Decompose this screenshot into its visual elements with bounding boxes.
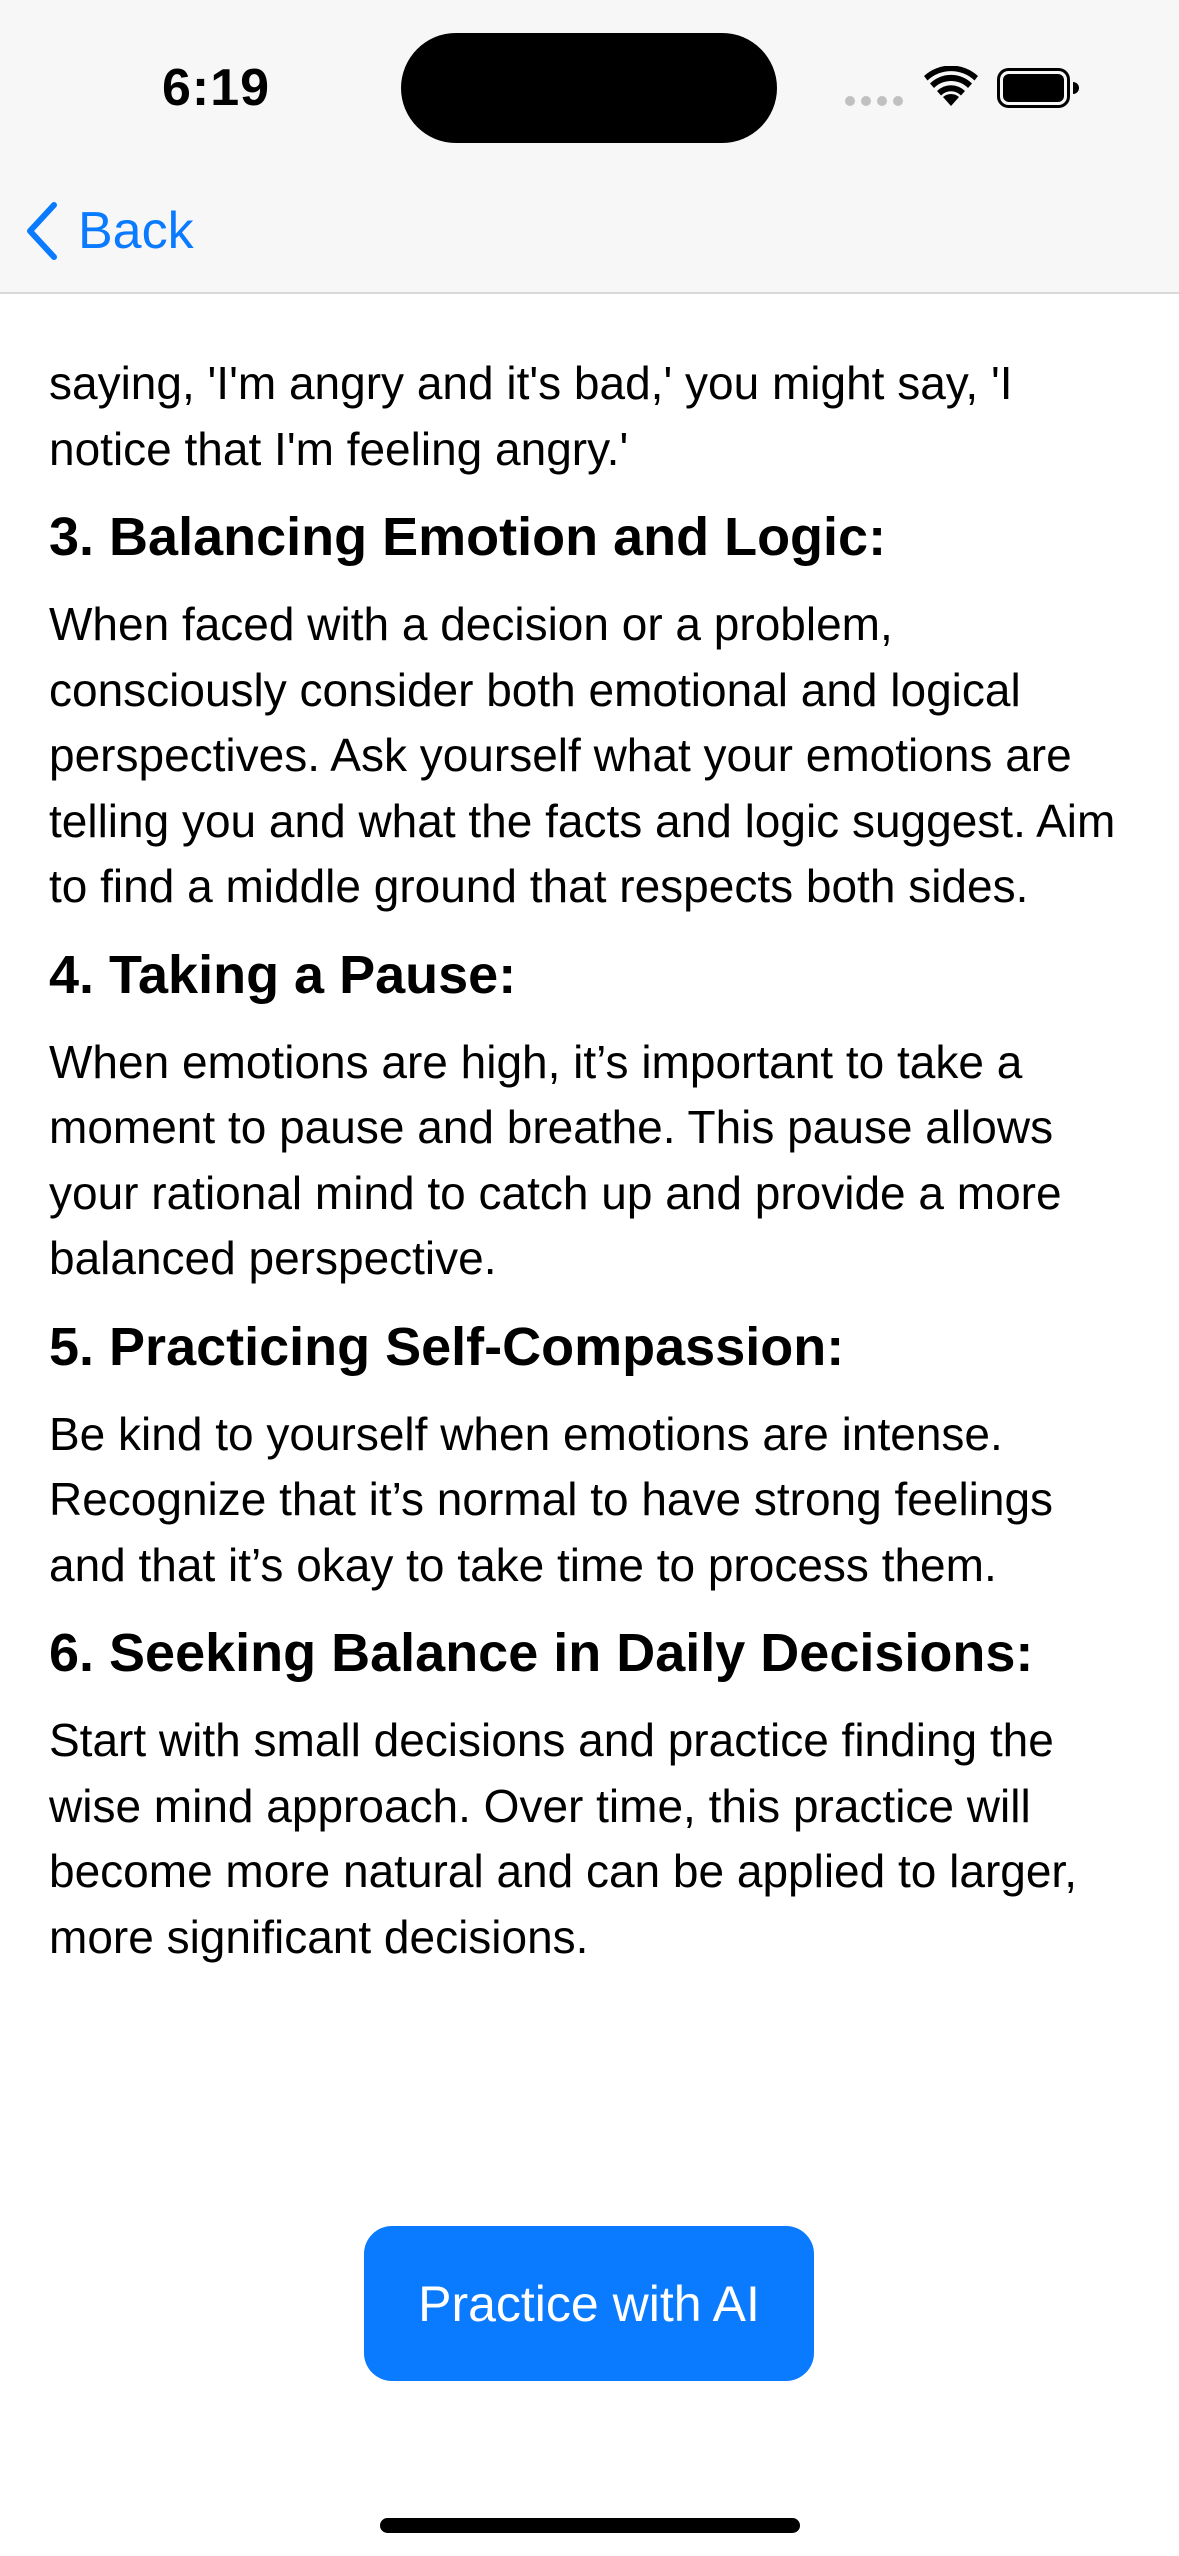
lesson-content (49, 296, 1139, 1970)
navigation-bar (0, 170, 1179, 294)
section-body: When faced with a decision or a problem, consciously consider both emotional and logical perspectives. Ask yourself what your emotions are telling you and what the facts and logic suggest. Aim to find a middle ground that respects both sides. (49, 598, 1116, 912)
section-body: When emotions are high, it’s important to take a moment to pause and breathe. This pause allows your rational mind to catch up and provide a more balanced perspective. (49, 1035, 1062, 1284)
status-bar (0, 0, 1179, 170)
section-heading: 3. Balancing Emotion and Logic: (49, 507, 887, 567)
cellular-signal-icon (845, 96, 905, 108)
battery-icon (997, 68, 1079, 108)
section-body: Start with small decisions and practice finding the wise mind approach. Over time, this practice will become more natural and can be applied to larger, more significant decisions. (49, 1714, 1077, 1963)
section-heading: 6. Seeking Balance in Daily Decisions: (49, 1623, 1034, 1683)
dynamic-island (401, 33, 777, 143)
section-balancing-emotion-logic (49, 504, 1139, 920)
intro-text: saying, 'I'm angry and it's bad,' you might say, 'I notice that I'm feeling angry.' (49, 357, 1013, 475)
chevron-left-icon (24, 201, 60, 261)
section-self-compassion (49, 1314, 1139, 1599)
back-button[interactable] (24, 196, 194, 266)
section-taking-pause (49, 942, 1139, 1292)
back-label: Back (78, 202, 194, 260)
practice-with-ai-button[interactable]: Practice with AI (364, 2226, 814, 2381)
home-indicator (380, 2518, 800, 2533)
section-heading: 4. Taking a Pause: (49, 944, 517, 1005)
section-body: Be kind to yourself when emotions are intense. Recognize that it’s normal to have strong feelings and that it’s okay to take time to process them. (49, 1407, 1054, 1591)
section-daily-decisions (49, 1620, 1139, 1970)
wifi-icon (924, 66, 978, 108)
status-time: 6:19 (162, 59, 271, 117)
section-heading: 5. Practicing Self-Compassion: (49, 1316, 845, 1377)
